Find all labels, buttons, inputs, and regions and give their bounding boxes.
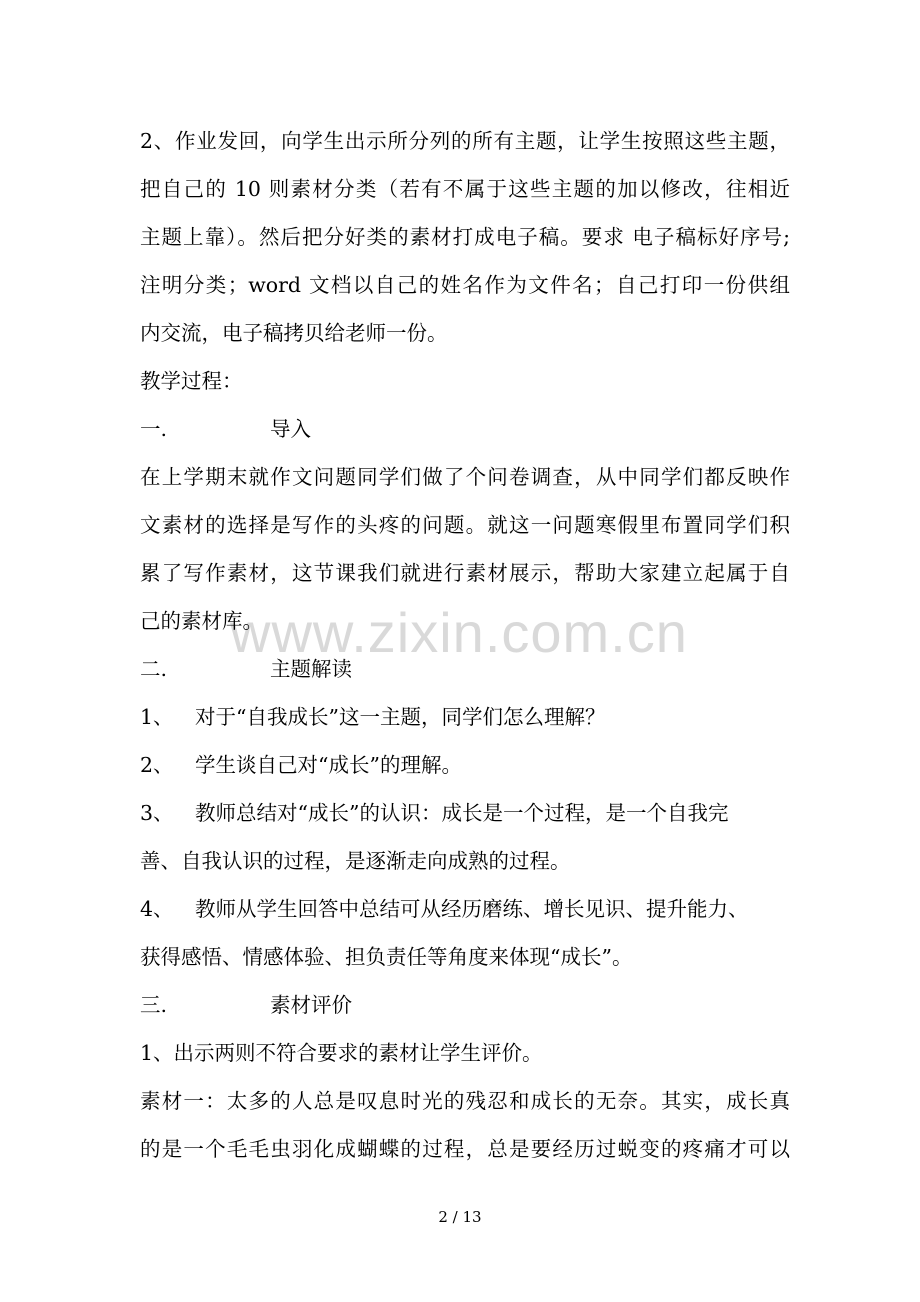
section-two-number: 二. [140, 657, 168, 681]
homework-line-1: 2、作业发回，向学生出示所分列的所有主题，让学生按照这些主题， [140, 129, 790, 153]
section-one-line-3: 累了写作素材，这节课我们就进行素材展示，帮助大家建立起属于自 [140, 561, 790, 585]
section-one-line-1: 在上学期末就作文问题同学们做了个问卷调查，从中同学们都反映作 [140, 465, 790, 489]
teaching-process-label: 教学过程： [140, 369, 243, 393]
homework-line-2: 把自己的 10 则素材分类（若有不属于这些主题的加以修改，往相近 [140, 177, 790, 201]
item-text: 教师从学生回答中总结可从经历磨练、增长见识、提升能力、 [195, 897, 749, 921]
item-number: 4、 [140, 897, 174, 921]
section-one-heading [140, 416, 311, 442]
section-two-item-4-continuation: 获得感悟、情感体验、担负责任等角度来体现“成长”。 [140, 945, 633, 969]
section-one-number: 一. [140, 417, 168, 441]
watermark: www.zixin.com.cn [230, 601, 688, 664]
page-number: 2 / 13 [438, 1208, 482, 1226]
item-number: 3、 [140, 801, 174, 825]
section-one-title: 导入 [270, 417, 311, 441]
section-two-item-3-continuation: 善、自我认识的过程，是逐渐走向成熟的过程。 [140, 849, 571, 873]
item-text: 学生谈自己对“成长”的理解。 [195, 753, 462, 777]
item-text: 教师总结对“成长”的认识：成长是一个过程，是一个自我完 [195, 801, 729, 825]
item-number: 1、 [140, 705, 174, 729]
section-three-heading [140, 992, 352, 1018]
section-two-title: 主题解读 [270, 657, 352, 681]
section-one-line-4: 己的素材库。 [140, 609, 263, 633]
homework-line-4: 注明分类；word 文档以自己的姓名作为文件名；自己打印一份供组 [140, 273, 790, 297]
section-two-item-2 [140, 752, 790, 778]
section-two-item-3 [140, 800, 790, 826]
section-two-item-4 [140, 896, 790, 922]
item-text: 对于“自我成长”这一主题，同学们怎么理解？ [195, 705, 606, 729]
homework-line-3: 主题上靠）。然后把分好类的素材打成电子稿。要求 电子稿标好序号; [140, 225, 790, 249]
section-two-heading [140, 656, 352, 682]
item-number: 2、 [140, 753, 174, 777]
section-three-title: 素材评价 [270, 993, 352, 1017]
section-two-item-1 [140, 704, 790, 730]
section-three-line-1: 1、出示两则不符合要求的素材让学生评价。 [140, 1041, 543, 1065]
section-one-line-2: 文素材的选择是写作的头疼的问题。就这一问题寒假里布置同学们积 [140, 513, 790, 537]
section-three-number: 三. [140, 993, 168, 1017]
section-three-line-2: 素材一：太多的人总是叹息时光的残忍和成长的无奈。其实，成长真 [140, 1089, 790, 1113]
section-three-line-3: 的是一个毛毛虫羽化成蝴蝶的过程，总是要经历过蜕变的疼痛才可以 [140, 1137, 790, 1161]
homework-line-5: 内交流，电子稿拷贝给老师一份。 [140, 321, 448, 345]
